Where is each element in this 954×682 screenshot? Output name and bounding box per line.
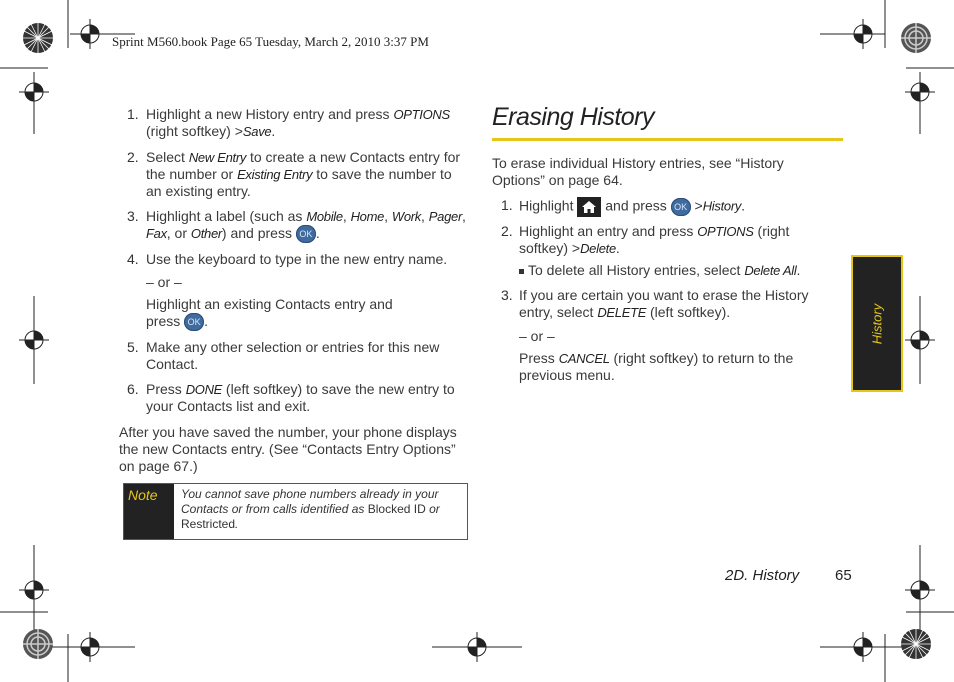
step-text-b: (left softkey). xyxy=(646,304,731,320)
alt-c: . xyxy=(204,313,209,329)
step-text xyxy=(519,223,819,257)
menu-options: OPTIONS xyxy=(697,224,754,239)
step-text-a: Highlight a label (such as xyxy=(146,208,307,224)
sep: , xyxy=(461,208,466,224)
note-blocked-id: Blocked ID xyxy=(367,502,426,516)
bullet-c: . xyxy=(796,262,801,278)
step-text-a: Highlight xyxy=(519,197,578,214)
punct: . xyxy=(271,123,276,139)
step-text-b: (right softkey) xyxy=(146,123,235,139)
menu-other: Other xyxy=(190,226,222,241)
alt-b: press xyxy=(146,313,185,329)
registration-mark-icon xyxy=(75,19,105,49)
step-number: 2. xyxy=(501,223,513,239)
punct: . xyxy=(615,240,620,256)
step-text-a: Highlight a new History entry and press xyxy=(146,106,394,122)
sep: , xyxy=(384,208,392,224)
alt-b: (right softkey) to return to the previous menu. xyxy=(519,350,794,383)
registration-mark-icon xyxy=(848,19,878,49)
step-text-b: ) and press xyxy=(221,225,296,241)
step-text xyxy=(146,106,471,140)
step-text xyxy=(146,149,471,200)
registration-mark-icon xyxy=(19,77,49,107)
step-number: 2. xyxy=(127,149,139,165)
menu-save: Save xyxy=(242,124,272,139)
crop-starburst-icon xyxy=(21,627,55,661)
step-text-a: Highlight an entry and press xyxy=(519,223,698,239)
step-text xyxy=(146,208,471,243)
registration-mark-icon xyxy=(905,77,935,107)
note-a: You cannot save phone numbers already in your Contacts or from calls identified as xyxy=(181,487,439,516)
menu-cancel: CANCEL xyxy=(558,351,610,366)
step-number: 4. xyxy=(127,251,139,267)
menu-delete-caps: DELETE xyxy=(597,305,647,320)
side-tab-label: History xyxy=(869,303,885,344)
step-text-b: to create a new Contacts entry for the number or xyxy=(146,149,461,182)
step-alt-text xyxy=(519,350,819,384)
registration-mark-icon xyxy=(19,575,49,605)
crop-starburst-icon xyxy=(899,627,933,661)
bullet-a: To delete all History entries, select xyxy=(528,262,745,278)
gt-symbol: > xyxy=(571,240,581,256)
sep: , or xyxy=(166,225,191,241)
sep: , xyxy=(421,208,429,224)
step-text-a: Select xyxy=(146,149,189,165)
or-separator: – or – xyxy=(146,274,182,290)
title-rule xyxy=(492,138,843,141)
chapter-side-tab xyxy=(851,255,903,392)
gt-symbol: > xyxy=(234,123,243,139)
section-title: Erasing History xyxy=(492,103,654,131)
punct: . xyxy=(741,197,745,214)
step-alt-text xyxy=(146,296,471,331)
step-text-c: . xyxy=(315,225,320,241)
menu-existing-entry: Existing Entry xyxy=(237,167,313,182)
after-paragraph: After you have saved the number, your phone displays the new Contacts entry. (See “Contacts Entry Options” on page 67.) xyxy=(119,424,457,474)
alt-a: Highlight an existing Contacts entry and xyxy=(146,296,393,312)
registration-mark-icon xyxy=(75,632,105,662)
menu-history: History xyxy=(702,198,742,214)
menu-new-entry: New Entry xyxy=(188,150,247,165)
step-text: Use the keyboard to type in the new entry name. xyxy=(146,251,448,267)
step-number: 1. xyxy=(501,197,513,213)
step-text xyxy=(146,381,466,415)
note-c: or xyxy=(425,502,440,516)
note-box xyxy=(123,483,468,540)
bullet-icon xyxy=(519,269,524,274)
menu-mobile: Mobile xyxy=(306,209,343,224)
menu-options: OPTIONS xyxy=(393,107,450,122)
crop-starburst-icon xyxy=(21,21,55,55)
step-number: 3. xyxy=(501,287,513,303)
menu-pager: Pager xyxy=(428,209,462,224)
ok-key-icon: OK xyxy=(184,313,204,331)
menu-fax: Fax xyxy=(146,226,167,241)
menu-work: Work xyxy=(391,209,421,224)
print-header: Sprint M560.book Page 65 Tuesday, March 2, 2010 3:37 PM xyxy=(112,34,429,49)
ok-key-icon: OK xyxy=(296,225,316,243)
gt-symbol: > xyxy=(694,197,703,214)
step-text xyxy=(519,287,824,321)
home-key-icon xyxy=(577,197,601,217)
step-text: Make any other selection or entries for this new Contact. xyxy=(146,339,440,372)
registration-mark-icon xyxy=(905,325,935,355)
bullet-item xyxy=(519,262,819,279)
step-number: 1. xyxy=(127,106,139,122)
note-e: . xyxy=(235,517,239,531)
menu-delete-all: Delete All xyxy=(744,263,797,278)
registration-mark-icon xyxy=(19,325,49,355)
step-text-b: (left softkey) to save the new entry to your Contacts list and exit. xyxy=(146,381,455,414)
step-text xyxy=(519,197,819,217)
note-restricted: Restricted xyxy=(181,517,236,531)
ok-key-icon: OK xyxy=(671,198,691,216)
intro-paragraph: To erase individual History entries, see “History Options” on page 64. xyxy=(492,155,784,188)
step-number: 6. xyxy=(127,381,139,397)
crop-starburst-icon xyxy=(899,21,933,55)
step-text-b: and press xyxy=(601,197,671,214)
step-number: 3. xyxy=(127,208,139,224)
alt-a: Press xyxy=(519,350,559,366)
step-number: 5. xyxy=(127,339,139,355)
menu-delete: Delete xyxy=(580,241,616,256)
step-text-c: to save the number to an existing entry. xyxy=(146,166,452,199)
note-text xyxy=(181,487,471,532)
menu-home: Home xyxy=(350,209,385,224)
step-text-b: (right softkey) xyxy=(519,223,790,256)
sep: , xyxy=(342,208,351,224)
step-text-a: Press xyxy=(146,381,186,397)
or-separator: – or – xyxy=(519,328,555,344)
note-label: Note xyxy=(124,484,174,539)
registration-mark-icon xyxy=(462,632,492,662)
menu-done: DONE xyxy=(185,382,223,397)
step-text-a: If you are certain you want to erase the History entry, select xyxy=(519,287,809,320)
registration-mark-icon xyxy=(848,632,878,662)
footer-section: 2D. History xyxy=(725,567,800,584)
registration-mark-icon xyxy=(905,575,935,605)
page-number: 65 xyxy=(835,567,852,584)
